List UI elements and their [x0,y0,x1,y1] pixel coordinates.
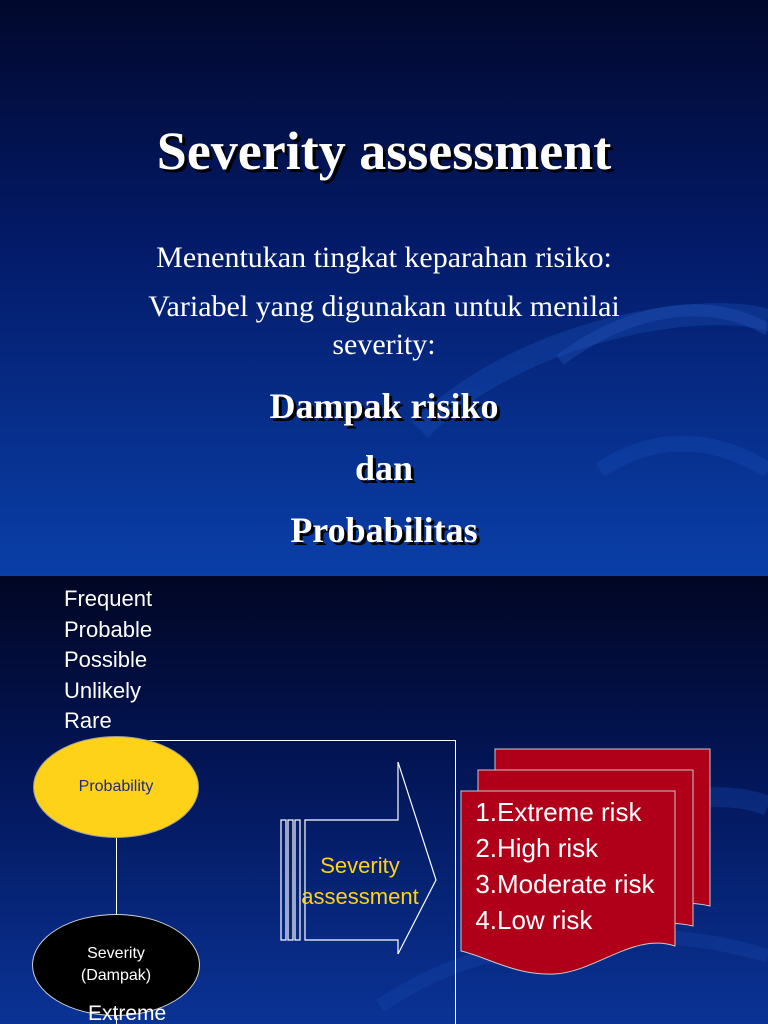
risk-level-label: Low risk [497,905,593,935]
risk-level-label: Moderate risk [497,869,655,899]
risk-level-item [461,794,655,830]
risk-level-item [461,902,655,938]
risk-level-item [461,866,655,902]
probability-level: Frequent [64,586,153,611]
probability-level-list [64,584,152,737]
slide-severity-diagram [0,576,768,1024]
probability-level: Possible [64,647,148,672]
severity-level-extreme: Extreme [88,1002,167,1024]
severity-sublabel: (Dampak) [80,967,152,984]
emphasis-dampak: Dampak risiko [269,386,499,426]
risk-level-label: High risk [497,833,599,863]
emphasis-dan: dan [354,448,414,488]
probability-level: Probable [64,616,153,642]
slide-title: Severity assessment [156,121,612,181]
probability-ellipse [33,736,199,838]
risk-level-item [461,830,655,866]
risk-level-list [461,794,655,938]
probability-level: Unlikely [64,677,142,703]
variable-text: Variabel yang digunakan untuk menilai severity: [148,290,620,361]
risk-level-number: 2. [475,833,497,863]
severity-assessment-label: Severity assessment [301,853,419,909]
severity-ellipse [32,914,200,1016]
risk-level-number: 3. [475,869,497,899]
emphasis-probabilitas: Probabilitas [290,510,478,550]
risk-level-number: 4. [475,905,497,935]
probability-level: Rare [64,708,112,733]
risk-level-label: Extreme risk [497,797,642,827]
risk-level-number: 1. [475,797,497,827]
probability-label: Probability [78,778,154,795]
intro-text: Menentukan tingkat keparahan risiko: [156,241,612,274]
severity-label: Severity [87,945,145,962]
